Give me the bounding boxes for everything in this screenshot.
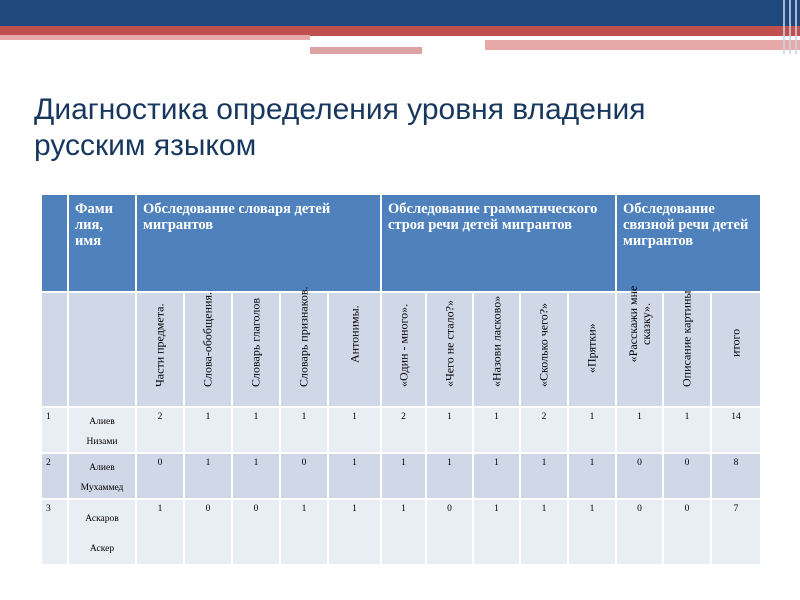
decor-pink-bar [0, 35, 310, 40]
subheader: «Чего не стало?» [426, 292, 473, 407]
header-num [41, 194, 68, 292]
student-name: Алиев Мухаммед [68, 453, 136, 499]
table-row: 2 Алиев Мухаммед 0 1 1 0 1 1 1 1 1 1 0 0 8 [41, 453, 761, 499]
header-name: Фами лия, имя [68, 194, 136, 292]
subheader: «Прятки» [568, 292, 616, 407]
header-group-speech: Обследование связной речи детей мигрантов [616, 194, 761, 292]
subheader: «Расскажи мне сказку». [616, 292, 663, 407]
table-row: 1 Алиев Низами 2 1 1 1 1 2 1 1 2 1 1 1 14 [41, 407, 761, 453]
subheader: «Назови ласково» [473, 292, 520, 407]
table-row: 3 Аскаров Аскер 1 0 0 1 1 1 0 1 1 1 0 0 7 [41, 499, 761, 565]
header-row [41, 194, 761, 292]
subheader: Описание картины [663, 292, 711, 407]
student-name: Аскаров Аскер [68, 499, 136, 565]
decor-pink-bar [310, 47, 422, 54]
decor-stripe [789, 0, 791, 54]
header-group-vocabulary: Обследование словаря детей мигрантов [136, 194, 381, 292]
subheader: Части предмета. [136, 292, 184, 407]
header-group-grammar: Обследование грамматического строя речи детей мигрантов [381, 194, 616, 292]
decor-top-bar [0, 0, 800, 26]
subheader: «Один - много». [381, 292, 426, 407]
subheader: Антонимы. [328, 292, 381, 407]
subheader: Словарь глаголов [232, 292, 280, 407]
decor-pink-bar [485, 40, 800, 50]
subheader: итого [711, 292, 761, 407]
decor-stripe [783, 0, 785, 54]
decor-stripe [795, 0, 797, 54]
subheader: «Сколько чего?» [520, 292, 568, 407]
student-name: Алиев Низами [68, 407, 136, 453]
subheader-row [41, 292, 761, 407]
subheader: Словарь признаков. [280, 292, 328, 407]
subheader: Слова-обобщения. [184, 292, 232, 407]
slide-title: Диагностика определения уровня владения русским языком [34, 93, 646, 162]
diagnostics-table [40, 193, 762, 566]
